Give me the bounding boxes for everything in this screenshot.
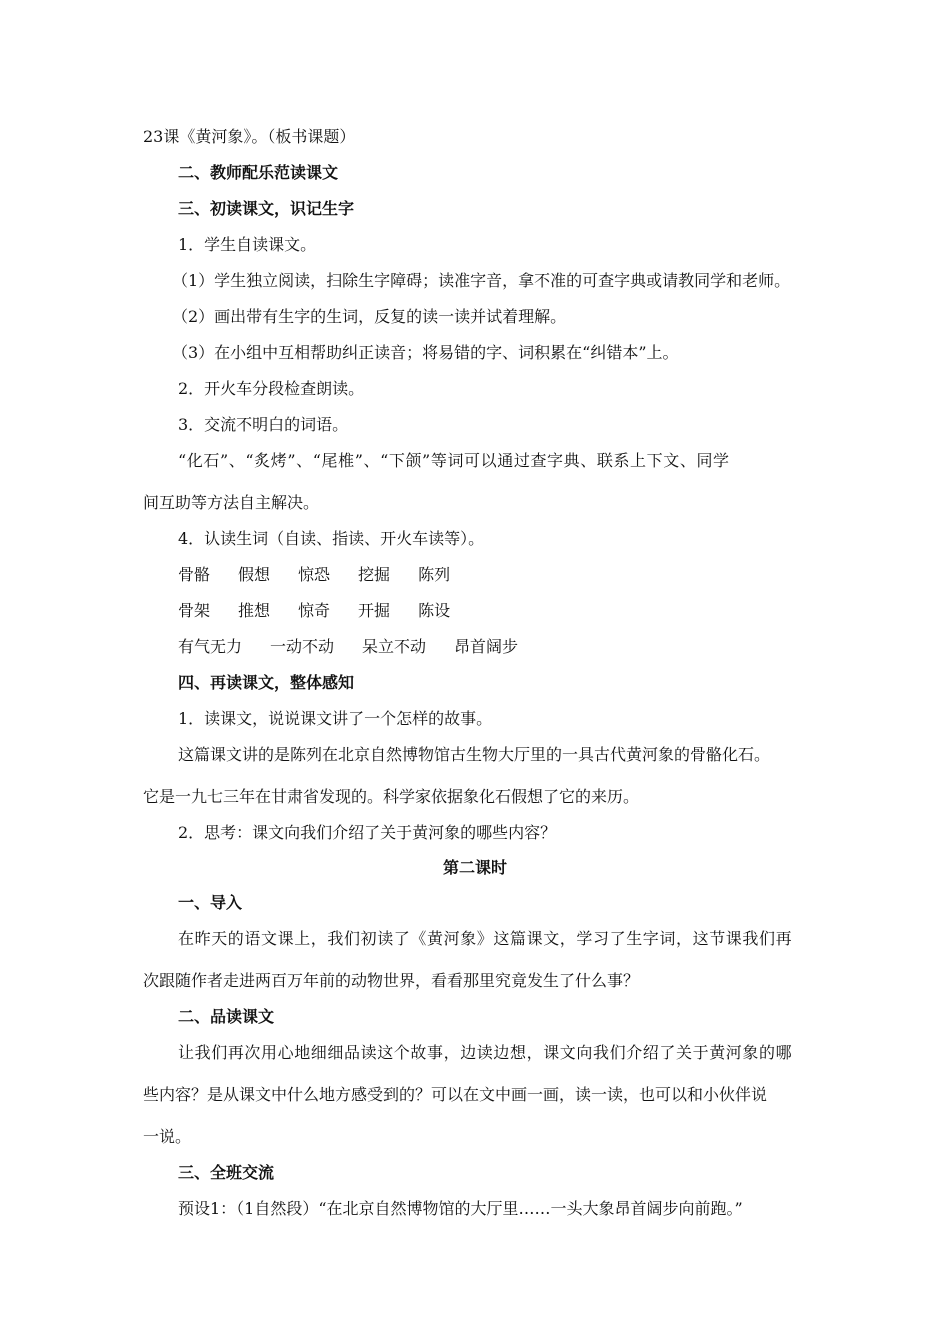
paragraph-line: （2）画出带有生字的生词，反复的读一读并试着理解。 (172, 307, 567, 326)
paragraph-line: 2．思考：课文向我们介绍了关于黄河象的哪些内容？ (178, 823, 557, 842)
paragraph-line: 预设1：（1自然段）“在北京自然博物馆的大厅里……一头大象昂首阔步向前跑。” (178, 1199, 743, 1218)
lesson-period-heading: 第二课时 (442, 858, 507, 877)
vocab-word: 一动不动 (270, 637, 335, 656)
lesson-title-line: 23课《黄河象》。（板书课题） (143, 127, 356, 146)
vocab-word: 陈设 (418, 601, 451, 620)
paragraph-line: 2．开火车分段检查朗读。 (178, 379, 365, 398)
section-heading: 三、全班交流 (178, 1163, 275, 1182)
vocab-word: 挖掘 (358, 565, 391, 584)
vocab-word: 假想 (238, 565, 271, 584)
paragraph-line: 些内容？是从课文中什么地方感受到的？可以在文中画一画，读一读，也可以和小伙伴说 (143, 1085, 768, 1104)
paragraph-line: 在昨天的语文课上，我们初读了《黄河象》这篇课文，学习了生字词，这节课我们再 (178, 929, 793, 948)
vocab-row (178, 601, 478, 621)
paragraph-line: 1．学生自读课文。 (178, 235, 317, 254)
vocab-word: 呆立不动 (362, 637, 427, 656)
paragraph-line: 一说。 (143, 1127, 192, 1146)
vocab-word: 骨骼 (178, 565, 211, 584)
vocab-word: 骨架 (178, 601, 211, 620)
paragraph-line: 间互助等方法自主解决。 (143, 493, 320, 512)
vocab-word: 惊恐 (298, 565, 331, 584)
paragraph-line: 3．交流不明白的词语。 (178, 415, 349, 434)
vocab-row (178, 565, 478, 585)
paragraph-line: 1．读课文，说说课文讲了一个怎样的故事。 (178, 709, 493, 728)
section-heading: 一、导入 (178, 893, 243, 912)
paragraph-line: 它是一九七三年在甘肃省发现的。科学家依据象化石假想了它的来历。 (143, 787, 640, 806)
paragraph-line: 4．认读生词（自读、指读、开火车读等）。 (178, 529, 485, 548)
vocab-word: 开掘 (358, 601, 391, 620)
vocab-word: 惊奇 (298, 601, 331, 620)
vocab-word: 昂首阔步 (454, 637, 519, 656)
section-heading: 三、初读课文，识记生字 (178, 199, 355, 218)
paragraph-line: 这篇课文讲的是陈列在北京自然博物馆古生物大厅里的一具古代黄河象的骨骼化石。 (178, 745, 771, 764)
paragraph-line: （1）学生独立阅读，扫除生字障碍；读准字音，拿不准的可查字典或请教同学和老师。 (172, 271, 791, 290)
section-heading: 二、教师配乐范读课文 (178, 163, 339, 182)
vocab-row (178, 637, 546, 657)
vocab-word: 有气无力 (178, 637, 243, 656)
paragraph-line: 让我们再次用心地细细品读这个故事，边读边想，课文向我们介绍了关于黄河象的哪 (178, 1043, 793, 1062)
section-heading: 二、品读课文 (178, 1007, 275, 1026)
paragraph-line: “化石”、“炙烤”、“尾椎”、“下颌”等词可以通过查字典、联系上下文、同学 (178, 451, 730, 470)
vocab-word: 陈列 (418, 565, 451, 584)
vocab-word: 推想 (238, 601, 271, 620)
paragraph-line: 次跟随作者走进两百万年前的动物世界，看看那里究竟发生了什么事？ (143, 971, 640, 990)
paragraph-line: （3）在小组中互相帮助纠正读音；将易错的字、词积累在“纠错本”上。 (172, 343, 679, 362)
section-heading: 四、再读课文，整体感知 (178, 673, 355, 692)
